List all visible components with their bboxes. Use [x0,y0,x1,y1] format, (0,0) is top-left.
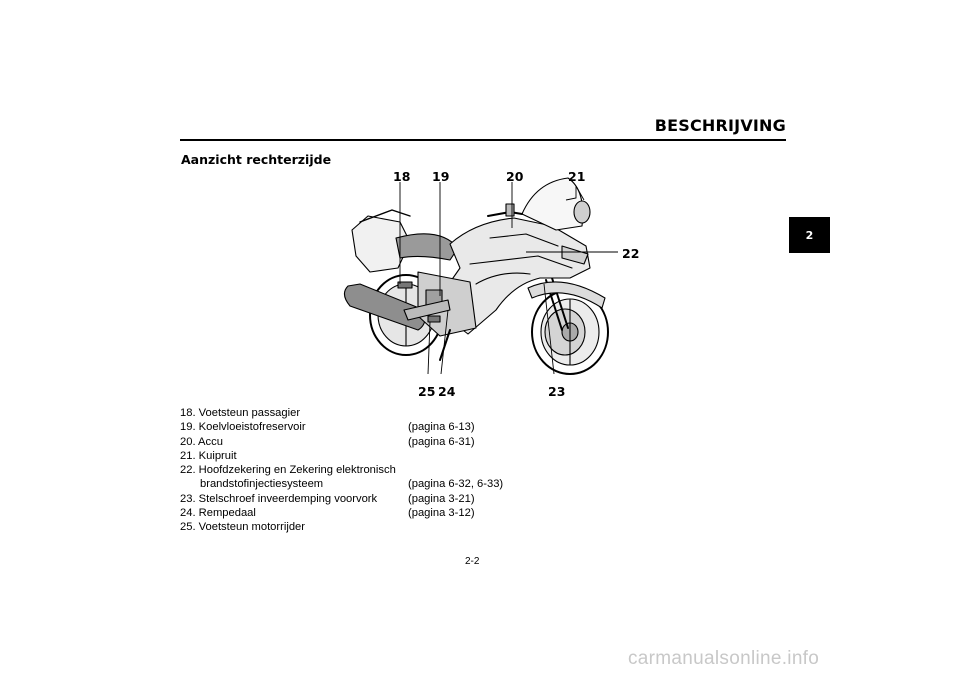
callout-24: 24 [438,384,456,399]
callout-23: 23 [548,384,566,399]
motorcycle-illustration [300,160,660,405]
legend-item [180,435,600,449]
legend-item-page-ref: (pagina 6-31) [408,435,475,448]
legend-item [180,520,600,534]
legend-item [180,506,600,520]
footrest-rider [428,316,440,322]
legend-item-text: 21. Kuipruit [180,449,237,462]
legend-item-page-ref: (pagina 3-21) [408,492,475,505]
legend-item-page-ref: (pagina 3-12) [408,507,475,520]
legend-item-text: 18. Voetsteun passagier [180,407,301,419]
legend-item-continuation [180,477,600,491]
callout-19: 19 [432,169,450,184]
mirror [574,201,590,223]
legend-item [180,463,600,477]
legend-item-text: 20. Accu [180,435,223,448]
seat [396,234,458,260]
page-number: 2-2 [465,556,480,567]
legend-item [180,406,600,420]
legend-item-text: 25. Voetsteun motorrijder [180,521,305,534]
callout-18: 18 [393,169,411,184]
legend-item [180,492,600,506]
legend-item [180,420,600,434]
legend-item-text: 24. Rempedaal [180,507,256,520]
legend-item-page-ref: (pagina 6-13) [408,421,475,434]
callout-25: 25 [418,384,436,399]
parts-legend [180,406,600,535]
legend-item-text: 19. Koelvloeistofreservoir [180,421,306,434]
section-heading: Aanzicht rechterzijde [181,152,332,167]
callout-20: 20 [506,169,524,184]
page-header-title: BESCHRIJVING [654,116,786,135]
legend-item [180,449,600,463]
chapter-tab[interactable]: 2 [789,217,830,253]
callout-21: 21 [568,169,586,184]
legend-item-text: brandstofinjectiesysteem [200,478,324,491]
callout-22: 22 [622,246,640,261]
watermark: carmanualsonline.info [628,648,820,669]
legend-item-page-ref: (pagina 6-32, 6-33) [408,478,504,491]
handlebar [488,212,522,216]
legend-item-text: 22. Hoofdzekering en Zekering elektronisch [180,464,396,477]
legend-item-text: 23. Stelschroef inveerdemping voorvork [180,492,378,505]
header-rule [180,139,786,141]
